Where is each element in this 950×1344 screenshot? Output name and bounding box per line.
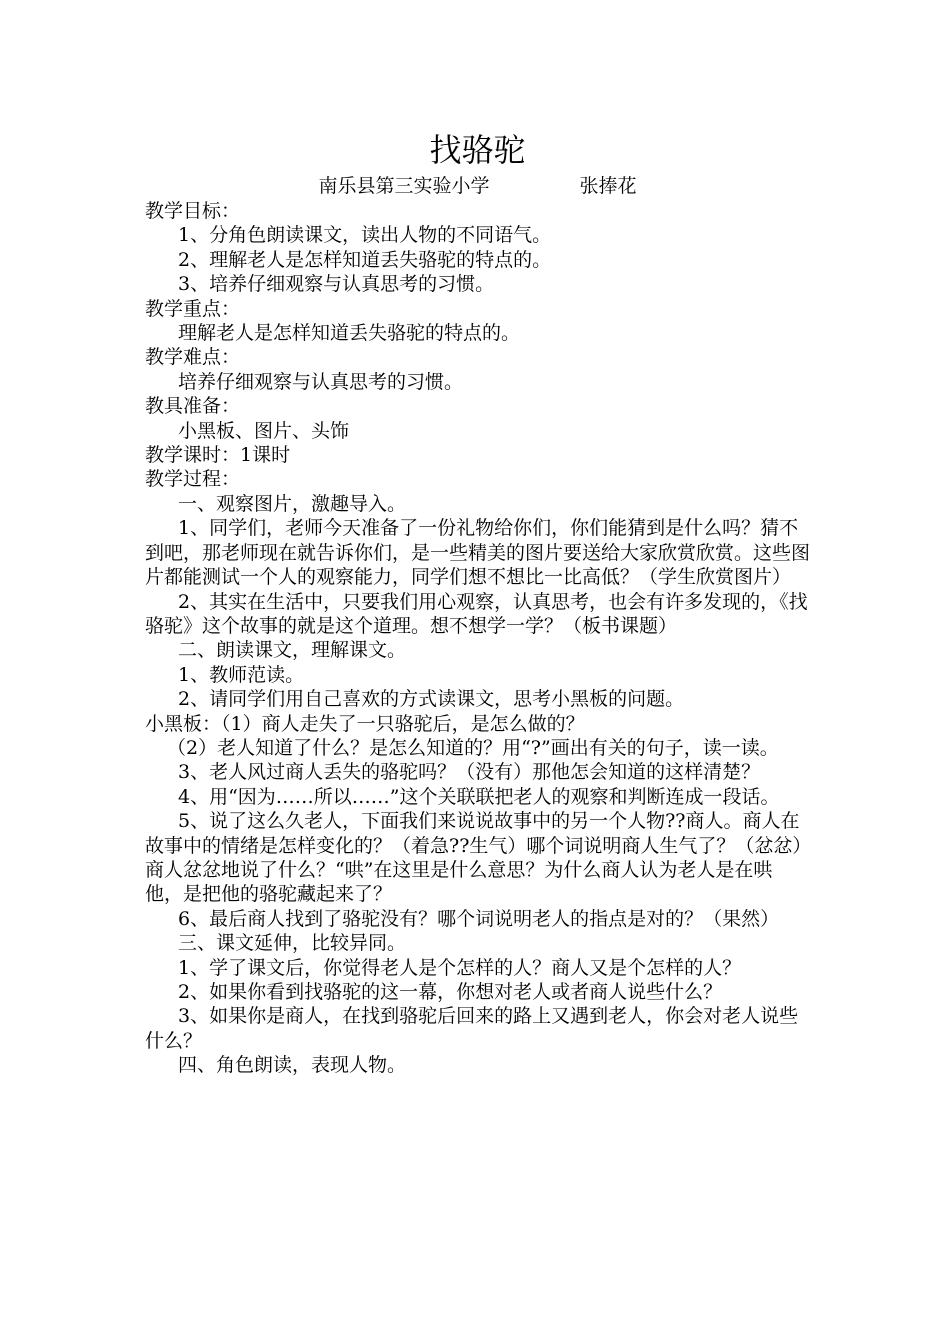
paragraph: 3、如果你是商人，在找到骆驼后回来的路上又遇到老人，你会对老人说些什么？ [145,1005,799,1052]
paragraph: 2、其实在生活中，只要我们用心观察，认真思考，也会有许多发现的，《找骆驼》这个故事的就是这个道理。想不想学一学？（板书课题） [145,590,808,637]
tools-heading: 教具准备： [145,395,241,418]
byline [145,174,810,199]
paragraph: 6、最后商人找到了骆驼没有？哪个词说明老人的指点是对的？（果然） [178,907,780,930]
paragraph: 5、说了这么久老人，下面我们来说说故事中的另一个人物??商人。商人在故事中的情绪是怎样变化的？（着急??生气）哪个词说明商人生气了？（忿忿）商人忿忿地说了什么？“哄”在这里是什么意思？为什么商人认为老人是在哄他，是把他的骆驼藏起来了？ [145,810,802,906]
difficulty-heading: 教学难点： [145,346,241,369]
paragraph: 4、用“因为……所以……”这个关联联把老人的观察和判断连成一段话。 [178,785,780,808]
class-hours: 教学课时：1课时 [145,444,291,467]
key-point: 理解老人是怎样知道丢失骆驼的特点的。 [178,322,521,345]
section-title: 四、角色朗读，表现人物。 [178,1054,407,1077]
difficulty-text: 培养仔细观察与认真思考的习惯。 [178,370,464,393]
goal-item: 3、培养仔细观察与认真思考的习惯。 [178,273,495,296]
goal-item: 2、理解老人是怎样知道丢失骆驼的特点的。 [178,248,552,271]
paragraph: 1、学了课文后，你觉得老人是个怎样的人？商人又是个怎样的人？ [178,956,742,979]
paragraph: 1、教师范读。 [178,663,305,686]
goals-heading: 教学目标： [145,200,241,222]
key-heading: 教学重点： [145,297,241,320]
document-page [145,128,810,1078]
paragraph: 2、如果你看到找骆驼的这一幕，你想对老人或者商人说些什么？ [178,981,723,1003]
paragraph: 1、同学们，老师今天准备了一份礼物给你们，你们能猜到是什么吗？猜不到吧，那老师现在就告诉你们，是一些精美的图片要送给大家欣赏欣赏。这些图片都能测试一个人的观察能力，同学们想不想比一比高低？（学生欣赏图片） [145,517,811,589]
board-question: 小黑板：（1）商人走失了一只骆驼后，是怎么做的？ [145,712,585,735]
tools-text: 小黑板、图片、头饰 [178,419,350,442]
author-name: 张捧花 [579,175,637,197]
goal-item: 1、分角色朗读课文，读出人物的不同语气。 [178,224,552,247]
section-title: 一、观察图片，激趣导入。 [178,492,407,515]
school-name: 南乐县第三实验小学 [318,175,490,197]
section-title: 二、朗读课文，理解课文。 [178,639,407,662]
document-title: 找骆驼 [429,131,526,169]
paragraph: 2、请同学们用自己喜欢的方式读课文，思考小黑板的问题。 [178,688,685,711]
section-title: 三、课文延伸，比较异同。 [178,932,407,955]
board-question: （2）老人知道了什么？是怎么知道的？用“?”画出有关的句子，读一读。 [167,736,779,759]
paragraph: 3、老人风过商人丢失的骆驼吗？（没有）那他怎会知道的这样清楚？ [178,761,761,784]
process-heading: 教学过程： [145,468,241,491]
